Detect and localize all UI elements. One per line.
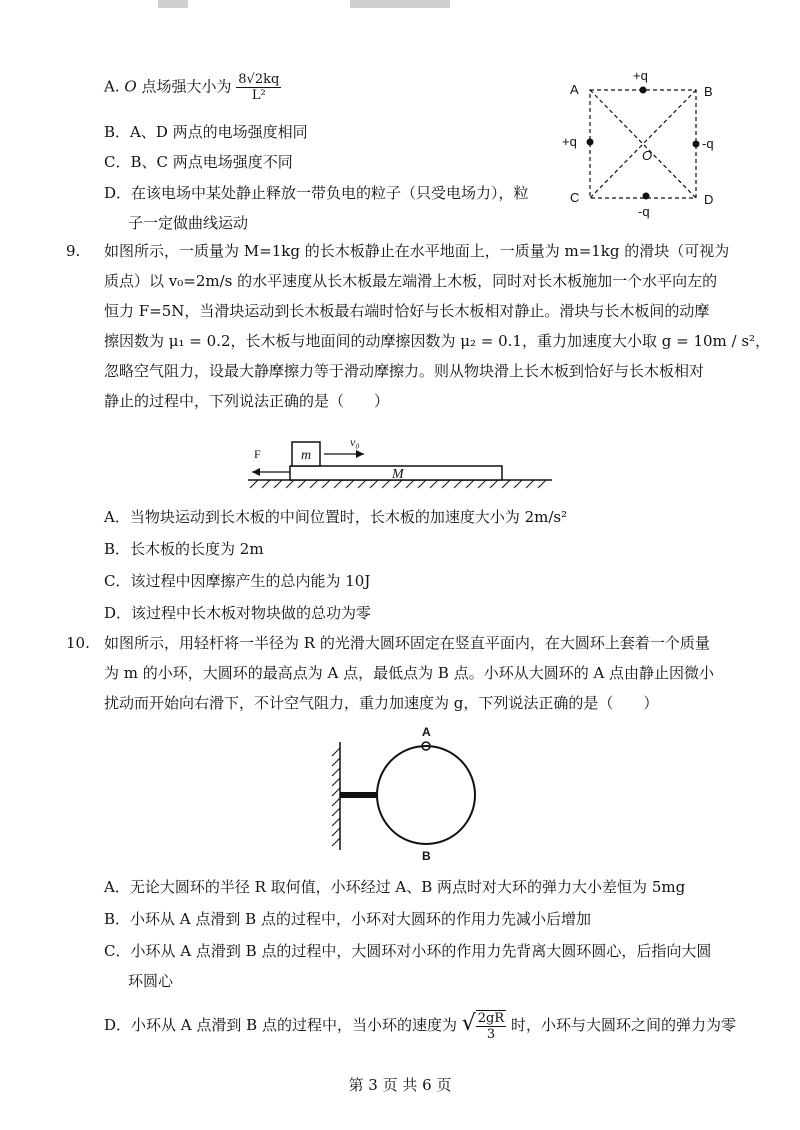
charge-bottom-dot: [643, 193, 650, 200]
q8-option-d-line1: D．在该电场中某处静止释放一带负电的粒子（只受电场力），粒: [104, 184, 529, 202]
scan-mark: [158, 0, 188, 8]
q9-stem-line: 静止的过程中，下列说法正确的是（ ）: [104, 392, 390, 410]
light-rod: [340, 792, 378, 798]
q9-stem-line: 质点）以 v₀=2m/s 的水平速度从长木板最左端滑上木板，同时对长木板施加一个水平向左的: [104, 272, 718, 290]
scan-mark: [350, 0, 450, 8]
q9-stem-line: 擦因数为 μ₁ = 0.2，长木板与地面间的动摩擦因数为 μ₂ = 0.1，重力加速度大小取 g = 10m / s²，: [104, 332, 771, 350]
fraction-numerator: 2gR: [477, 1011, 505, 1026]
q9-option-a: A．当物块运动到长木板的中间位置时，长木板的加速度大小为 2m/s²: [104, 508, 568, 526]
label-v0: v₀: [350, 435, 360, 449]
label-o: O: [642, 148, 653, 163]
q9-option-b: B．长木板的长度为 2m: [104, 540, 264, 558]
question-number: 9.: [66, 242, 81, 260]
q9-stem-line: 忽略空气阻力，设最大静摩擦力等于滑动摩擦力。则从物块滑上长木板到恰好与长木板相对: [104, 362, 705, 380]
label-b: B: [422, 849, 431, 863]
q10-option-c-line1: C．小环从 A 点滑到 B 点的过程中，大圆环对小环的作用力先背离大圆环圆心，后指向大圆: [104, 942, 712, 960]
q10-option-c-line2: 环圆心: [128, 972, 174, 990]
sqrt-fraction: [476, 1010, 506, 1042]
velocity-arrowhead: [356, 450, 364, 458]
q9-stem-line: 恒力 F=5N，当滑块运动到长木板最右端时恰好与长木板相对静止。滑块与长木板间的动摩: [104, 302, 710, 320]
label-bottom-charge: -q: [638, 204, 650, 219]
q8-option-c: C．B、C 两点电场强度不同: [104, 153, 293, 171]
charge-top-dot: [640, 87, 647, 94]
q10-option-b: B．小环从 A 点滑到 B 点的过程中，小环对大圆环的作用力先减小后增加: [104, 910, 591, 928]
q8-option-a: [104, 72, 281, 103]
q10-stem-line: 为 m 的小环，大圆环的最高点为 A 点，最低点为 B 点。小环从大圆环的 A 点由静止因微小: [104, 664, 715, 682]
charge-left-dot: [587, 139, 594, 146]
label-force: F: [254, 447, 261, 461]
q9-stem: [104, 236, 771, 416]
sqrt-expression: [462, 1010, 506, 1042]
label-d: D: [704, 192, 714, 207]
fraction-denominator: L²: [251, 88, 266, 103]
q10-stem: [104, 628, 736, 718]
charge-right-dot: [693, 141, 700, 148]
q9-option-c: C．该过程中因摩擦产生的总内能为 10J: [104, 572, 371, 590]
field-strength-fraction: [236, 72, 281, 103]
label-right-charge: -q: [702, 136, 714, 151]
option-text: 时，小环与大圆环之间的弹力为零: [510, 1016, 736, 1034]
fraction-numerator: 8√2kq: [238, 72, 280, 87]
label-top-charge: +q: [633, 68, 648, 83]
force-arrowhead: [252, 468, 260, 476]
label-c: C: [570, 190, 580, 205]
q10-stem-line: 如图所示，用轻杆将一半径为 R 的光滑大圆环固定在竖直平面内，在大圆环上套着一个质量: [104, 634, 710, 652]
q8-option-d-line2: 子一定做曲线运动: [128, 214, 249, 232]
option-text: 点场强大小为: [141, 77, 232, 96]
label-b: B: [704, 84, 713, 99]
big-ring: [377, 746, 475, 844]
label-a: A: [570, 82, 579, 97]
q10-stem-line: 扰动而开始向右滑下，不计空气阻力，重力加速度为 g，下列说法正确的是（ ）: [104, 694, 659, 712]
sqrt-sign: √: [461, 1011, 476, 1036]
charge-square-figure: [560, 64, 730, 224]
board-block-figure: [240, 428, 560, 498]
q9-stem-line: 如图所示，一质量为 M=1kg 的长木板静止在水平地面上，一质量为 m=1kg 的滑块（可视为: [104, 242, 730, 260]
option-text: D．小环从 A 点滑到 B 点的过程中，当小环的速度为: [104, 1016, 457, 1034]
q9-option-d: D．该过程中长木板对物块做的总功为零: [104, 604, 372, 622]
page-footer: 第 3 页 共 6 页: [348, 1076, 452, 1094]
q10-option-d: [104, 1010, 736, 1042]
option-label: A.: [104, 77, 120, 96]
q10-option-a: A．无论大圆环的半径 R 取何值，小环经过 A、B 两点时对大环的弹力大小差恒为 5mg: [104, 878, 686, 896]
point-o-symbol: O: [124, 77, 137, 96]
question-number: 10.: [66, 634, 90, 652]
ring-figure: [320, 722, 480, 868]
q8-option-b: B．A、D 两点的电场强度相同: [104, 123, 308, 141]
label-small-m: m: [301, 448, 312, 463]
label-big-m: M: [392, 467, 404, 482]
fraction-denominator: 3: [486, 1027, 496, 1042]
label-left-charge: +q: [562, 134, 577, 149]
label-a: A: [422, 725, 431, 739]
